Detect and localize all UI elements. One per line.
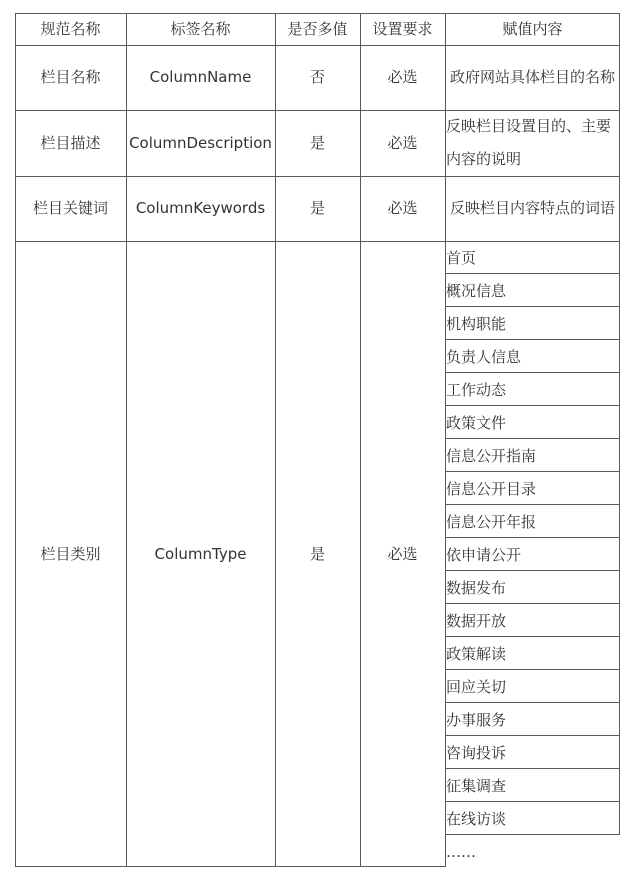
column-type-item: 咨询投诉 [445,736,620,769]
header-spec-name: 规范名称 [40,19,101,38]
column-type-item: 工作动态 [445,373,620,406]
column-type-item: 政策解读 [445,637,620,670]
header-multi-value: 是否多值 [287,19,348,38]
column-type-item: 信息公开目录 [445,472,620,505]
column-divider [445,13,446,867]
row-column-description-value: 反映栏目设置目的、主要内容的说明 [446,117,612,168]
row-divider [15,110,620,111]
row-column-name-value: 政府网站具体栏目的名称 [449,68,615,86]
row-column-keywords-spec: 栏目关键词 [32,199,108,217]
row-column-description-requirement: 必选 [387,133,418,152]
column-type-item: 数据开放 [445,604,620,637]
header-assigned-value: 赋值内容 [502,19,563,38]
row-column-name-spec: 栏目名称 [40,68,101,86]
row-column-keywords-requirement: 必选 [387,199,418,217]
row-column-name-multi: 否 [309,68,325,86]
row-column-keywords-value: 反映栏目内容特点的词语 [449,199,615,217]
column-type-item: 回应关切 [445,670,620,703]
header-tag-name: 标签名称 [170,19,231,38]
column-type-item: 依申请公开 [445,538,620,571]
table-border-left [15,13,16,867]
column-type-item: 负责人信息 [445,340,620,373]
row-column-type-tag: ColumnType [154,544,247,563]
column-type-item: 信息公开指南 [445,439,620,472]
row-column-type-multi: 是 [309,544,325,563]
row-divider [15,241,620,242]
column-divider [126,13,127,867]
table-border-top [15,13,620,14]
row-column-keywords-tag: ColumnKeywords [135,199,266,217]
column-type-item: 在线访谈 [445,802,620,835]
column-type-item: 数据发布 [445,571,620,604]
column-type-item: 概况信息 [445,274,620,307]
row-column-description-multi: 是 [309,133,325,152]
row-column-keywords-multi: 是 [309,199,325,217]
table-border-bottom [15,866,445,867]
row-column-description-tag: ColumnDescription [129,133,272,152]
column-type-item: 办事服务 [445,703,620,736]
header-requirement: 设置要求 [372,19,433,38]
column-type-item: …… [446,842,476,861]
row-column-name-tag: ColumnName [149,68,252,86]
column-divider [275,13,276,867]
spec-table [15,13,620,867]
row-column-description-spec: 栏目描述 [40,133,101,152]
column-type-item: 机构职能 [445,307,620,340]
row-column-type-spec: 栏目类别 [40,544,101,563]
table-border-right [619,13,620,835]
row-column-name-requirement: 必选 [387,68,418,86]
row-divider [15,45,620,46]
row-column-type-requirement: 必选 [387,544,418,563]
column-type-item: 信息公开年报 [445,505,620,538]
column-type-item: 首页 [445,241,620,274]
column-type-item: 征集调查 [445,769,620,802]
column-type-item: 政策文件 [445,406,620,439]
row-divider [15,176,620,177]
column-divider [360,13,361,867]
